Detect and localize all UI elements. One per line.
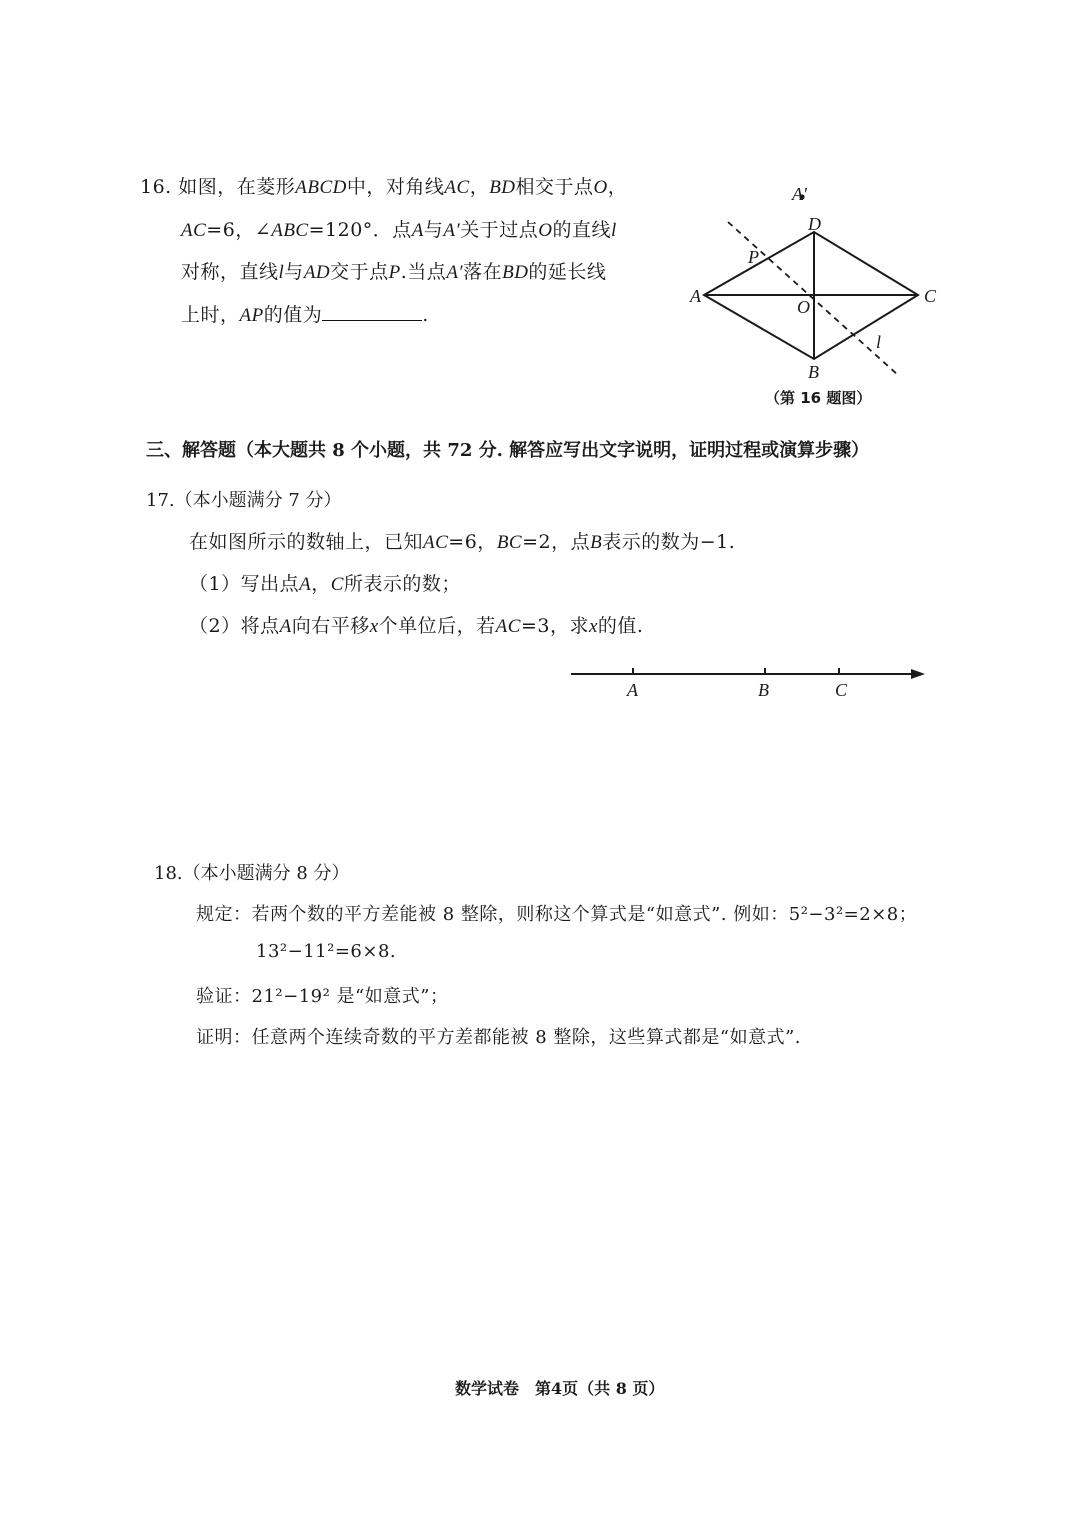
q16-math: A′ [446,262,464,283]
q16-math: AC [444,177,470,198]
q16-text: 与 [423,219,444,241]
rhombus-figure [680,175,960,415]
q17-math: A [279,616,292,637]
q16-text: 相交于点 [515,176,594,198]
q17-text: 向右平移 [291,615,370,637]
q16-text: 的直线 [552,219,611,241]
q16-text: 与 [284,261,304,283]
q16-math: AP [239,305,264,326]
q17-math: C [330,574,344,595]
q17-math: x [588,616,598,637]
q16-math: A′ [443,220,461,241]
q17-text: =6， [448,531,497,553]
q16-math: ABCD [295,177,347,198]
answer-blank[interactable] [322,306,422,321]
q17-math: AC [423,532,449,553]
q16-math: A [411,220,424,241]
q17-score: （本小题满分 7 分） [174,490,342,511]
q16-text: 上时， [181,304,240,326]
q17-text: =3，求 [520,615,589,637]
q16-math: O [593,177,608,198]
q16-text: 如图，在菱形 [178,176,296,198]
q16-text: ， [469,176,490,198]
q17-text: ， [311,573,331,595]
q17-header [146,486,342,512]
numberline-label-c: C [835,680,848,700]
q17-math: B [590,532,603,553]
q16-math: ABC [271,220,309,241]
numberline-label-a: A [627,680,638,700]
section-3-title: 三、解答题（本大题共 8 个小题，共 72 分. 解答应写出文字说明，证明过程或演算步骤） [146,440,870,461]
q16-math: P [388,262,401,283]
label-p: P [748,247,759,267]
arrow-right-icon [911,669,925,679]
label-d: D [808,214,821,234]
q17-math: x [369,616,379,637]
q16-line4 [181,300,429,327]
q17-math: AC [495,616,521,637]
q16-text: ， [607,176,628,198]
q16-text: 中，对角线 [346,176,445,198]
label-l: l [876,332,882,352]
q16-text: 交于点 [330,261,389,283]
q18-header [154,859,350,885]
q18-rule-line1: 规定：若两个数的平方差能被 8 整除，则称这个算式是“如意式”. 例如：5²−3²=2×8； [196,904,918,925]
q16-text: 关于过点 [460,219,539,241]
q18-rule-line2: 13²−11²=6×8. [256,941,397,962]
q17-math: A [299,574,312,595]
q17-text: （1）写出点 [189,573,300,595]
q17-part1 [189,569,461,596]
q16-math: O [538,220,553,241]
q16-line3 [181,257,606,284]
page-footer: 数学试卷 第4页（共 8 页） [455,1379,665,1398]
q16-math: BD [502,262,529,283]
q16-line2 [181,215,617,242]
q17-stem [189,527,735,554]
q16-text: 落在 [463,261,503,283]
q17-text: 表示的数为−1. [602,531,736,553]
q16-math: l [610,220,617,241]
q16-math: AC [181,220,207,241]
q16-math: AD [303,262,331,283]
q16-math: BD [489,177,516,198]
q16-text: . [422,304,429,326]
q16-math: l [278,262,285,283]
q17-text: 个单位后，若 [378,615,496,637]
q16-text: .当点 [400,261,447,283]
figure-caption: （第 16 题图） [765,389,872,407]
q17-text: 在如图所示的数轴上，已知 [189,531,424,553]
q17-part2 [189,611,643,638]
q17-text: （2）将点 [189,615,280,637]
q16-text: =120°．点 [308,219,412,241]
q17-text: 的值. [597,615,644,637]
numberline-label-b: B [758,680,769,700]
q17-text: 所表示的数； [343,573,461,595]
q18-prove: 证明：任意两个连续奇数的平方差都能被 8 整除，这些算式都是“如意式”. [196,1027,802,1048]
q16-text: 的延长线 [528,261,607,283]
q17-math: BC [496,532,523,553]
label-o: O [797,297,810,317]
label-a: A [690,286,701,306]
q16-number: 16. [140,176,172,198]
q18-score: （本小题满分 8 分） [182,863,350,884]
label-a-prime: A′ [792,184,807,204]
number-line [565,660,935,705]
q16-text: =6，∠ [206,219,272,241]
q16-text: 的值为 [263,304,323,326]
q16-text: 对称，直线 [181,261,279,283]
label-c: C [924,286,937,306]
q16-line1 [140,172,627,199]
label-b: B [808,362,819,382]
q18-number: 18. [154,863,183,884]
q17-text: =2，点 [522,531,591,553]
q18-verify: 验证：21²−19² 是“如意式”； [196,986,449,1007]
q17-number: 17. [146,490,175,511]
